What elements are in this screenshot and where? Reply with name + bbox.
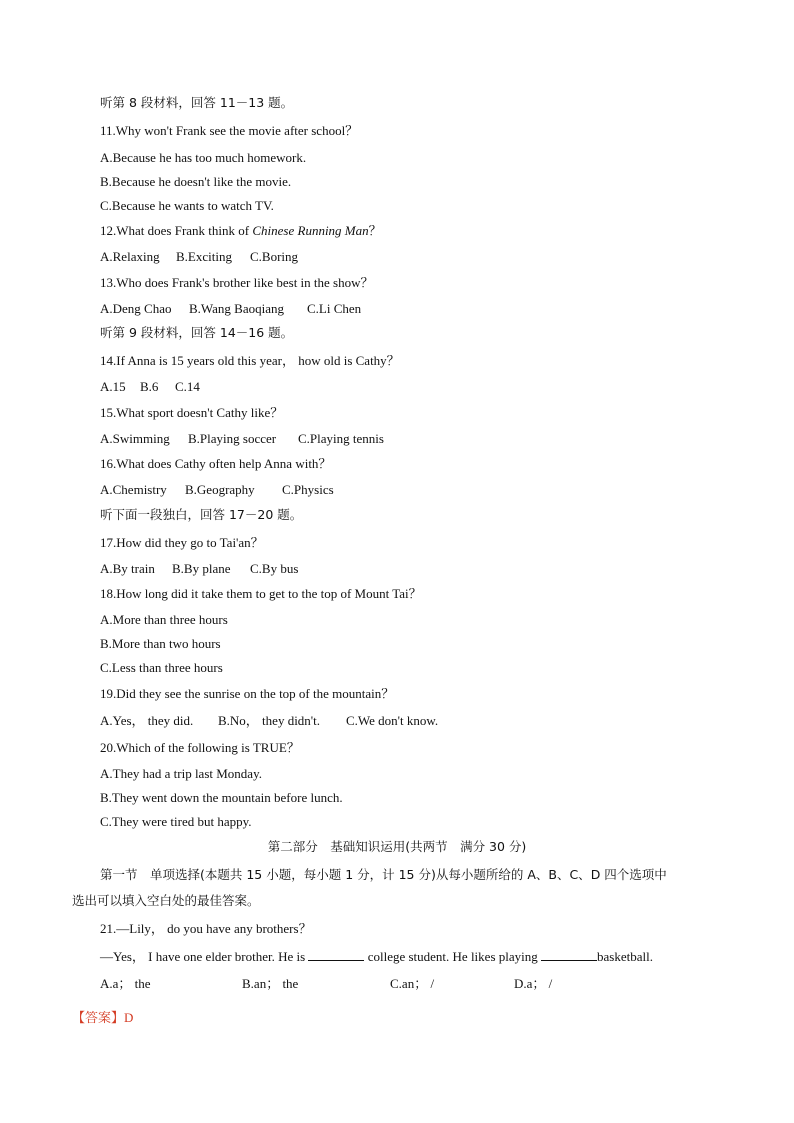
question-15-option-c: C.Playing tennis — [298, 431, 384, 446]
question-18-option-a: A.More than three hours — [100, 612, 228, 627]
question-12-stem-post: ？ — [368, 223, 382, 238]
question-17-option-a: A.By train — [100, 561, 155, 576]
question-11-option-b: B.Because he doesn't like the movie. — [100, 174, 292, 189]
question-21-reply — [100, 948, 653, 966]
section-1-instructions-line-1: 第一节 单项选择(本题共 15 小题，每小题 1 分，计 15 分)从每小题所给的 A、B、C、D 四个选项中 — [100, 867, 667, 882]
question-12-option-b: B.Exciting — [176, 249, 232, 264]
question-17-stem: 17.How did they go to Tai'an？ — [100, 535, 264, 550]
question-15-option-b: B.Playing soccer — [188, 431, 277, 446]
answer-blank-2 — [541, 948, 597, 961]
question-20-option-c: C.They were tired but happy. — [100, 814, 252, 829]
question-14-option-b: B.6 — [140, 379, 159, 394]
question-21-option-c: C.an； / — [390, 976, 435, 991]
question-11-option-c: C.Because he wants to watch TV. — [100, 198, 274, 213]
question-16-option-a: A.Chemistry — [100, 482, 167, 497]
question-16-stem: 16.What does Cathy often help Anna with？ — [100, 456, 332, 471]
instruction-monologue: 听下面一段独白，回答 17－20 题。 — [100, 507, 303, 522]
question-16-option-b: B.Geography — [185, 482, 255, 497]
answer-label: 【答案】 — [72, 1011, 125, 1026]
answer-line — [72, 1009, 133, 1028]
instruction-section-9: 听第 9 段材料，回答 14－16 题。 — [100, 325, 294, 340]
section-1-instructions-line-2: 选出可以填入空白处的最佳答案。 — [72, 893, 260, 908]
question-17-option-b: B.By plane — [172, 561, 231, 576]
question-21-option-b: B.an； the — [242, 976, 299, 991]
question-13-options — [100, 300, 361, 318]
question-13-option-a: A.Deng Chao — [100, 301, 172, 316]
question-19-option-c: C.We don't know. — [346, 713, 439, 728]
question-20-option-a: A.They had a trip last Monday. — [100, 766, 262, 781]
question-21-options — [100, 975, 552, 993]
question-19-option-b: B.No， they didn't. — [218, 713, 321, 728]
question-16-option-c: C.Physics — [282, 482, 334, 497]
answer-blank-1 — [308, 948, 364, 961]
question-11-stem: 11.Why won't Frank see the movie after school？ — [100, 123, 359, 138]
question-13-stem: 13.Who does Frank's brother like best in the show？ — [100, 275, 374, 290]
question-12-option-a: A.Relaxing — [100, 249, 160, 264]
question-12-stem-pre: 12.What does Frank think of — [100, 223, 253, 238]
question-14-option-a: A.15 — [100, 379, 126, 394]
question-21-option-d: D.a； / — [514, 976, 553, 991]
answer-value: D — [124, 1010, 134, 1025]
question-15-options — [100, 430, 384, 448]
question-19-stem: 19.Did they see the sunrise on the top of the mountain？ — [100, 686, 395, 701]
question-21-reply-post: basketball. — [597, 949, 653, 964]
question-15-stem: 15.What sport doesn't Cathy like？ — [100, 405, 284, 420]
question-17-options — [100, 560, 298, 578]
question-14-options — [100, 378, 200, 396]
question-21-option-a: A.a； the — [100, 976, 151, 991]
question-20-stem: 20.Which of the following is TRUE？ — [100, 740, 300, 755]
question-17-option-c: C.By bus — [250, 561, 299, 576]
question-13-option-b: B.Wang Baoqiang — [189, 301, 284, 316]
question-12-stem — [100, 222, 382, 240]
question-13-option-c: C.Li Chen — [307, 301, 362, 316]
question-14-stem: 14.If Anna is 15 years old this year， how old is Cathy？ — [100, 353, 400, 368]
question-16-options — [100, 481, 334, 499]
question-12-options — [100, 248, 298, 266]
question-19-option-a: A.Yes， they did. — [100, 713, 194, 728]
question-19-options — [100, 712, 438, 730]
question-18-option-c: C.Less than three hours — [100, 660, 223, 675]
question-15-option-a: A.Swimming — [100, 431, 170, 446]
question-18-option-b: B.More than two hours — [100, 636, 221, 651]
question-14-option-c: C.14 — [175, 379, 200, 394]
instruction-section-8: 听第 8 段材料，回答 11－13 题。 — [100, 95, 294, 110]
question-21-reply-pre: —Yes， I have one elder brother. He is — [100, 949, 309, 964]
question-12-stem-title: Chinese Running Man — [252, 223, 369, 238]
question-11-option-a: A.Because he has too much homework. — [100, 150, 307, 165]
part-2-title: 第二部分 基础知识运用(共两节 满分 30 分) — [267, 839, 527, 854]
question-21-stem: 21.—Lily， do you have any brothers？ — [100, 921, 312, 936]
question-18-stem: 18.How long did it take them to get to the top of Mount Tai？ — [100, 586, 422, 601]
question-21-reply-mid: college student. He likes playing — [364, 949, 541, 964]
question-12-option-c: C.Boring — [250, 249, 299, 264]
question-20-option-b: B.They went down the mountain before lunch. — [100, 790, 343, 805]
